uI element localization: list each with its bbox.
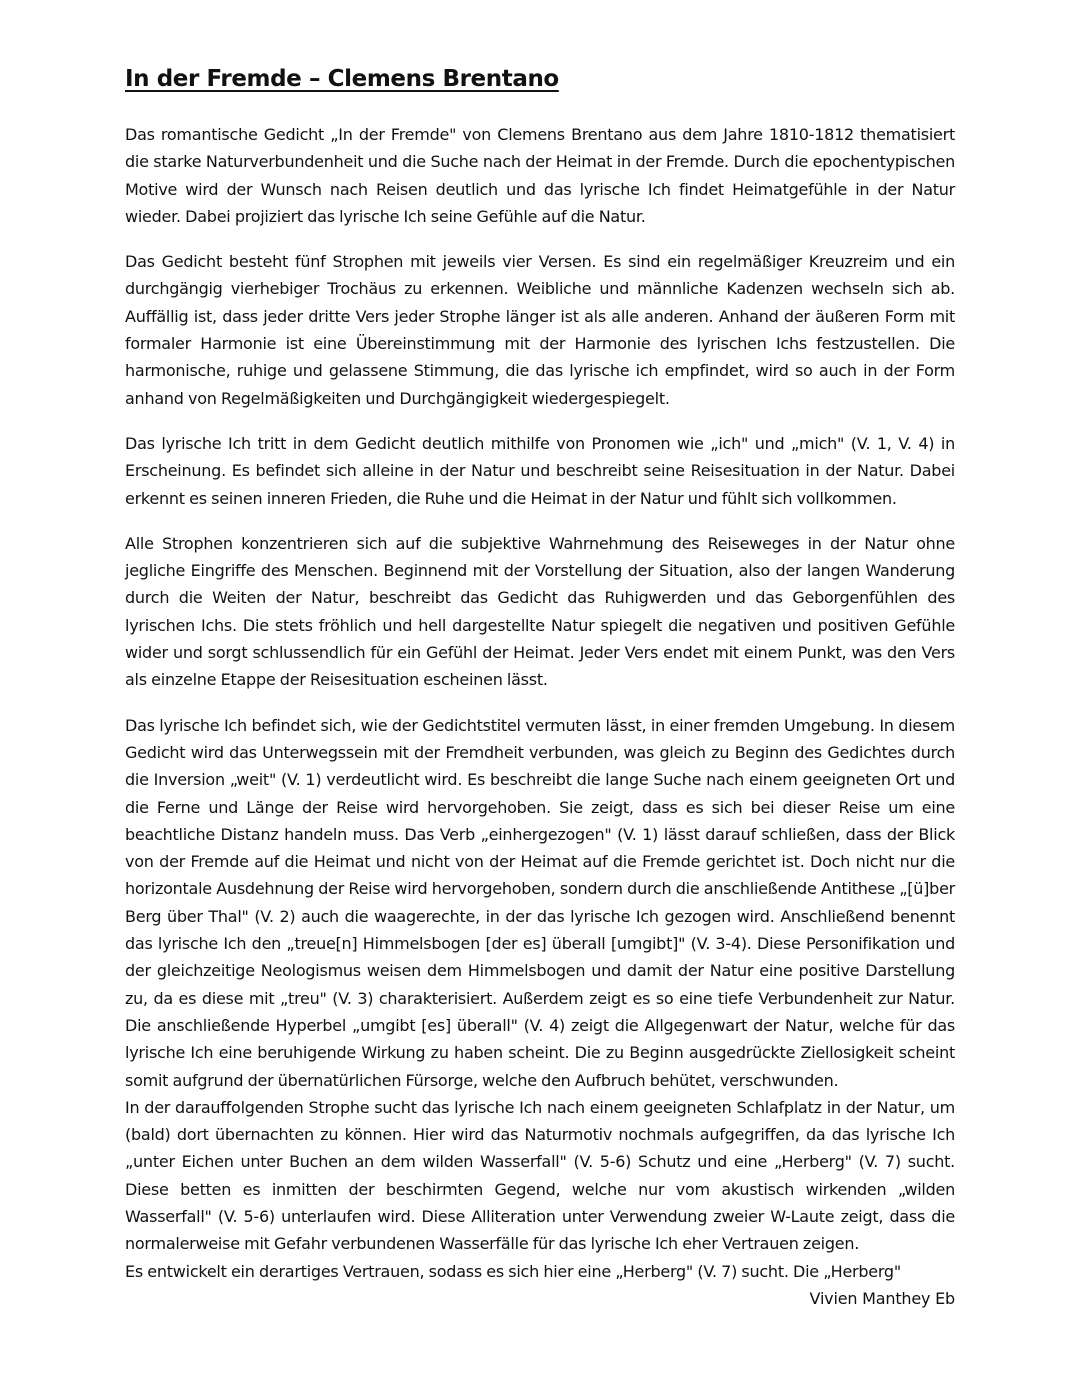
document-page [125,62,955,1312]
paragraph-form: Das Gedicht besteht fünf Strophen mit jeweils vier Versen. Es sind ein regelmäßiger Kreuzreim und ein durchgängig vierhebiger Trochäus zu erkennen. Weibliche und männliche Kadenzen wechseln sich ab. Auffällig ist, dass jeder dritte Vers jeder Strophe länger ist als alle anderen. Anhand der äußeren Form mit formaler Harmonie ist eine Übereinstimmung mit der Harmonie des lyrischen Ichs festzustellen. Die harmonische, ruhige und gelassene Stimmung, die das lyrische ich empfindet, wird so auch in der Form anhand von Regelmäßigkeiten und Durchgängigkeit wiedergespiegelt. [125,252,955,408]
document-title: In der Fremde – Clemens Brentano [125,66,559,92]
author-signature: Vivien Manthey Eb [809,1288,955,1308]
paragraph-analysis-stanza-1: Das lyrische Ich befindet sich, wie der Gedichtstitel vermuten lässt, in einer fremden Umgebung. In diesem Gedicht wird das Unterwegssein mit der Fremdheit verbunden, was gleich zu Beginn des Gedichtes durch die Inversion „weit" (V. 1) verdeutlicht wird. Es beschreibt die lange Suche nach einem geeigneten Ort und die Ferne und Länge der Reise wird hervorgehoben. Sie zeigt, dass es sich bei dieser Reise um eine beachtliche Distanz handeln muss. Das Verb „einhergezogen" (V. 1) lässt darauf schließen, dass der Blick von der Fremde auf die Heimat und nicht von der Heimat auf die Fremde gerichtet ist. Doch nicht nur die horizontale Ausdehnung der Reise wird hervorgehoben, sondern durch die anschließende Antithese „[ü]ber Berg über Thal" (V. 2) auch die waagerechte, in der das lyrische Ich gezogen wird. Anschließend benennt das lyrische Ich den „treue[n] Himmelsbogen [der es] überall [umgibt]" (V. 3-4). Diese Personifikation und der gleichzeitige Neologismus weisen dem Himmelsbogen und damit der Natur eine positive Darstellung zu, da es diese mit „treu" (V. 3) charakterisiert. Außerdem zeigt es so eine tiefe Verbundenheit zur Natur. Die anschließende Hyperbel „umgibt [es] überall" (V. 4) zeigt die Allgegenwart der Natur, welche für das lyrische Ich eine beruhigende Wirkung zu haben scheint. Die zu Beginn ausgedrückte Ziellosigkeit scheint somit aufgrund der übernatürlichen Fürsorge, welche den Aufbruch behütet, verschwunden. [125,715,955,1090]
paragraph-continuation: Es entwickelt ein derartiges Vertrauen, sodass es sich hier eine „Herberg" (V. 7) sucht. Die „Herberg" [125,1261,901,1281]
paragraph-intro: Das romantische Gedicht „In der Fremde" von Clemens Brentano aus dem Jahre 1810-1812 thematisiert die starke Naturverbundenheit und die Suche nach der Heimat in der Fremde. Durch die epochentypischen Motive wird der Wunsch nach Reisen deutlich und das lyrische Ich findet Heimatgefühle in der Natur wieder. Dabei projiziert das lyrische Ich seine Gefühle auf die Natur. [125,125,955,226]
paragraph-stanzas: Alle Strophen konzentrieren sich auf die subjektive Wahrnehmung des Reiseweges in der Natur ohne jegliche Eingriffe des Menschen. Beginnend mit der Vorstellung der Situation, also der langen Wanderung durch die Weiten der Natur, beschreibt das Gedicht das Ruhigwerden und das Geborgenfühlen des lyrischen Ichs. Die stets fröhlich und hell dargestellte Natur spiegelt die negativen und positiven Gefühle wider und sorgt schlussendlich für ein Gefühl der Heimat. Jeder Vers endet mit einem Punkt, was den Vers als einzelne Etappe der Reisesituation escheinen lässt. [125,533,955,690]
paragraph-analysis-stanza-2: In der darauffolgenden Strophe sucht das lyrische Ich nach einem geeigneten Schlafplatz in der Natur, um (bald) dort übernachten zu können. Hier wird das Naturmotiv nochmals aufgegriffen, da das lyrische Ich „unter Eichen unter Buchen an dem wilden Wasserfall" (V. 5-6) Schutz und eine „Herberg" (V. 7) sucht. Diese betten es inmitten der beschirmten Gegend, welche nur vom akustisch wirkenden „wilden Wasserfall" (V. 5-6) unterlaufen wird. Diese Alliteration unter Verwendung zweier W-Laute zeigt, dass die normalerweise mit Gefahr verbundenen Wasserfälle für das lyrische Ich eher Vertrauen zeigen. [125,1097,955,1254]
paragraph-lyrical-i: Das lyrische Ich tritt in dem Gedicht deutlich mithilfe von Pronomen wie „ich" und „mich" (V. 1, V. 4) in Erscheinung. Es befindet sich alleine in der Natur und beschreibt seine Reisesituation in der Natur. Dabei erkennt es seinen inneren Frieden, die Ruhe und die Heimat in der Natur und fühlt sich vollkommen. [125,433,955,508]
